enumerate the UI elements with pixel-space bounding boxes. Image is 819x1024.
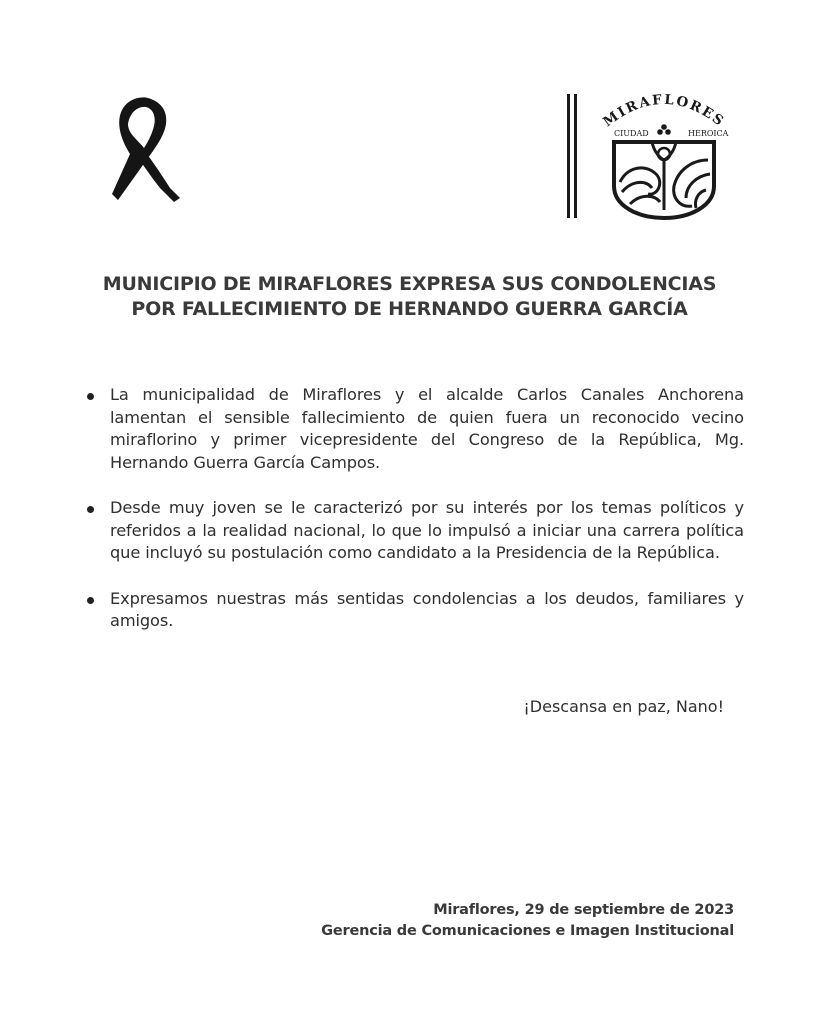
list-item-text: Desde muy joven se le caracterizó por su interés por los temas políticos y referidos a la realidad nacional, lo que lo impulsó a iniciar una carrera política que incluyó su postulación como candidato a la Presidencia de la República.: [110, 498, 744, 562]
title-line-1: MUNICIPIO DE MIRAFLORES EXPRESA SUS CONDOLENCIAS: [102, 273, 717, 295]
list-item: [84, 497, 744, 565]
list-item: [84, 588, 744, 633]
list-item-text: Expresamos nuestras más sentidas condolencias a los deudos, familiares y amigos.: [110, 588, 744, 630]
logo-tagline-left: CIUDAD: [614, 129, 649, 138]
logo-divider-bars: [566, 90, 580, 218]
miraflores-coat-of-arms-logo: [594, 90, 734, 222]
title-line-2: POR FALLECIMIENTO DE HERNANDO GUERRA GARCÍA: [131, 298, 688, 320]
list-item: [84, 384, 744, 474]
bullet-dot-icon: [87, 506, 94, 513]
closing-line: ¡Descansa en paz, Nano!: [523, 697, 724, 716]
bullet-dot-icon: [87, 597, 94, 604]
logo-name: MIRAFLORES: [600, 91, 728, 131]
list-item-text: La municipalidad de Miraflores y el alcalde Carlos Canales Anchorena lamentan el sensible fallecimiento de quien fuera un reconocido vecino miraflorino y primer vicepresidente del Congreso de la República, Mg. Hernando Guerra García Campos.: [110, 385, 744, 472]
bullet-dot-icon: [87, 393, 94, 400]
mourning-ribbon-icon: [108, 94, 184, 202]
signoff-office: Gerencia de Comunicaciones e Imagen Institucional: [321, 923, 734, 939]
page-title: [40, 272, 779, 322]
signoff: [200, 900, 734, 942]
miraflores-logo: [566, 90, 736, 222]
signoff-place-date: Miraflores, 29 de septiembre de 2023: [433, 902, 734, 918]
logo-tagline-right: HEROICA: [688, 129, 729, 138]
statement-list: [84, 384, 744, 656]
